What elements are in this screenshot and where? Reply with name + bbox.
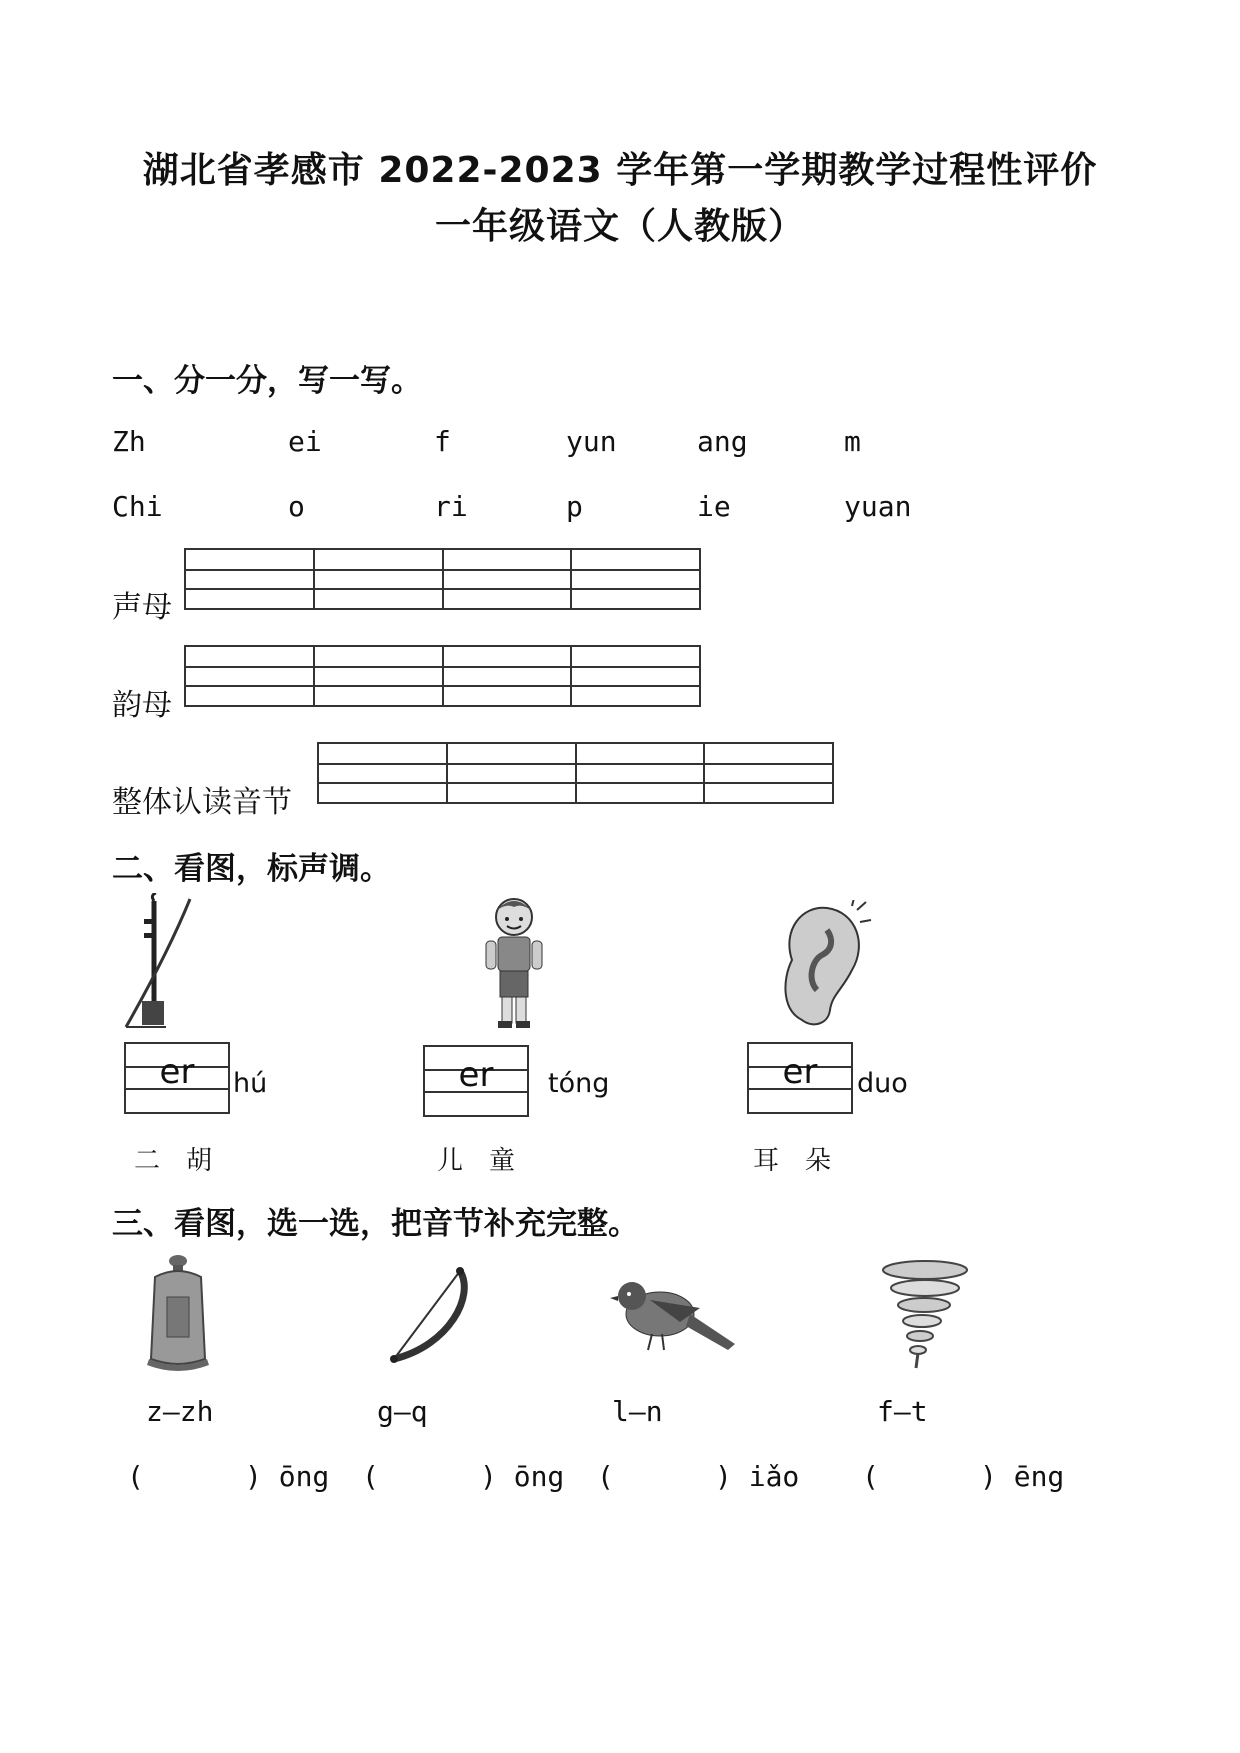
writing-cell[interactable] [319, 744, 448, 802]
syllable-text: hú [233, 1068, 268, 1099]
word-text: 二胡 [134, 1146, 239, 1176]
syllable-blank[interactable]: ( ) ēng [862, 1460, 1065, 1493]
section3-heading: 三、看图，选一选，把音节补充完整。 [112, 1206, 639, 1242]
writing-cell[interactable] [448, 744, 577, 802]
pinyin-item: Chi [112, 490, 163, 523]
writing-cell[interactable] [315, 550, 444, 608]
pinyin-item: yun [566, 425, 617, 458]
choice-text: f—t [877, 1395, 928, 1428]
bow-icon [380, 1265, 475, 1370]
writing-cell[interactable] [572, 550, 699, 608]
pinyin-item: ang [697, 425, 748, 458]
bell-icon [143, 1253, 213, 1373]
syllable-blank[interactable]: ( ) iǎo [597, 1460, 800, 1493]
ear-icon [772, 900, 872, 1030]
shengmu-label: 声母 [112, 590, 172, 625]
word-text: 耳朵 [753, 1146, 858, 1176]
pinyin-item: o [288, 490, 305, 523]
choice-text: z—zh [146, 1395, 214, 1428]
writing-cell[interactable] [315, 647, 444, 705]
writing-cell[interactable] [444, 647, 573, 705]
er-writing-box[interactable] [124, 1042, 230, 1114]
pinyin-item: yuan [844, 490, 912, 523]
er-text: er [159, 1052, 195, 1092]
pinyin-item: ri [434, 490, 468, 523]
sparrow-icon [610, 1270, 735, 1360]
syllable-blank[interactable]: ( ) ōng [362, 1460, 565, 1493]
writing-cell[interactable] [186, 647, 315, 705]
choice-text: l—n [612, 1395, 663, 1428]
pinyin-item: f [434, 425, 451, 458]
er-text: er [782, 1052, 818, 1092]
page-subtitle: 一年级语文（人教版） [434, 206, 805, 247]
syllable-blank[interactable]: ( ) ōng [127, 1460, 330, 1493]
yunmu-label: 韵母 [112, 688, 172, 723]
er-writing-box[interactable] [747, 1042, 853, 1114]
shengmu-writing-grid[interactable] [184, 548, 701, 610]
erhu-icon [118, 893, 208, 1033]
pinyin-item: m [844, 425, 861, 458]
syllable-text: duo [857, 1068, 908, 1099]
er-text: er [458, 1055, 494, 1095]
choice-text: g—q [377, 1395, 428, 1428]
writing-cell[interactable] [444, 550, 573, 608]
word-text: 儿童 [437, 1146, 542, 1176]
er-writing-box[interactable] [423, 1045, 529, 1117]
yunmu-writing-grid[interactable] [184, 645, 701, 707]
tornado-icon [880, 1260, 970, 1370]
pinyin-item: ie [697, 490, 731, 523]
zhengti-label: 整体认读音节 [112, 785, 292, 820]
writing-cell[interactable] [705, 744, 832, 802]
zhengti-writing-grid[interactable] [317, 742, 834, 804]
page-title: 湖北省孝感市 2022-2023 学年第一学期教学过程性评价 [142, 150, 1098, 191]
writing-cell[interactable] [572, 647, 699, 705]
syllable-text: tóng [548, 1068, 610, 1099]
pinyin-item: ei [288, 425, 322, 458]
section2-heading: 二、看图，标声调。 [112, 851, 391, 887]
child-icon [478, 895, 550, 1030]
section1-heading: 一、分一分，写一写。 [112, 363, 422, 399]
writing-cell[interactable] [577, 744, 706, 802]
pinyin-item: p [566, 490, 583, 523]
pinyin-item: Zh [112, 425, 146, 458]
writing-cell[interactable] [186, 550, 315, 608]
